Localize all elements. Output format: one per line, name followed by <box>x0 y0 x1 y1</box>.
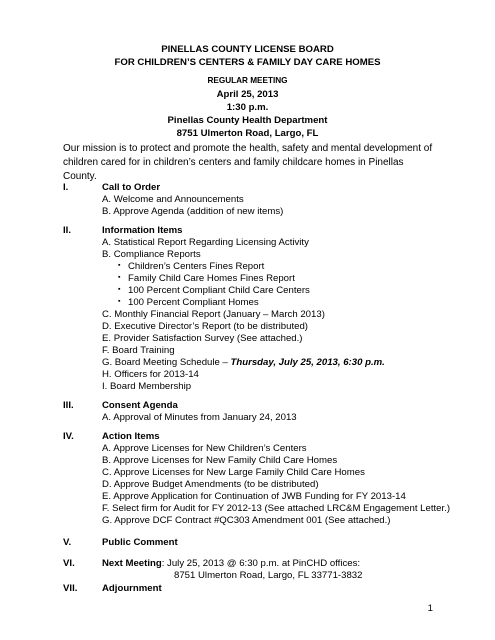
section-title-call-to-order: Call to Order <box>102 182 161 193</box>
section-number: VI. <box>63 558 75 569</box>
meeting-date: April 25, 2013 <box>216 89 279 100</box>
agenda-item: A. Approve Licenses for New Children’s Centers <box>102 443 307 454</box>
org-title: PINELLAS COUNTY LICENSE BOARD <box>161 44 334 55</box>
section-number: IV. <box>63 431 74 442</box>
meeting-type: REGULAR MEETING <box>207 76 288 85</box>
bullet-icon: ▪ <box>118 274 121 281</box>
agenda-item: C. Monthly Financial Report (January – March 2013) <box>102 309 325 320</box>
bullet-icon: ▪ <box>118 286 121 293</box>
sub-item: Children’s Centers Fines Report <box>128 261 265 272</box>
agenda-item: A. Approval of Minutes from January 24, 2013 <box>102 412 297 423</box>
section-number: III. <box>63 400 74 411</box>
section-number: II. <box>63 225 71 236</box>
section-title-information-items: Information Items <box>102 225 183 236</box>
page-number: 1 <box>427 603 433 614</box>
sub-item: Family Child Care Homes Fines Report <box>128 273 295 284</box>
agenda-item: H. Officers for 2013-14 <box>102 369 199 380</box>
section-title-public-comment: Public Comment <box>102 537 178 548</box>
mission-statement: Our mission is to protect and promote the health, safety and mental development of children cared for in children’s centers and family childcare homes in Pinellas County. <box>63 143 433 182</box>
agenda-item: B. Approve Agenda (addition of new items) <box>102 206 284 217</box>
next-meeting-details: : July 25, 2013 @ 6:30 p.m. at PinCHD offices: <box>161 558 361 569</box>
section-title-next-meeting: Next Meeting <box>102 558 162 569</box>
meeting-location: Pinellas County Health Department <box>167 115 328 126</box>
section-title-consent-agenda: Consent Agenda <box>102 400 178 411</box>
section-title-action-items: Action Items <box>102 431 160 442</box>
agenda-item: A. Welcome and Announcements <box>102 194 244 205</box>
agenda-item: B. Compliance Reports <box>102 249 201 260</box>
section-number: V. <box>63 537 72 548</box>
agenda-item: I. Board Membership <box>102 381 192 392</box>
agenda-item: A. Statistical Report Regarding Licensing Activity <box>102 237 309 248</box>
section-number: I. <box>63 182 69 193</box>
agenda-item <box>102 357 385 368</box>
next-meeting-line <box>102 558 360 569</box>
section-number: VII. <box>63 583 78 594</box>
agenda-item: E. Provider Satisfaction Survey (See attached.) <box>102 333 303 344</box>
section-title-adjournment: Adjournment <box>102 583 162 594</box>
sub-item: 100 Percent Compliant Homes <box>128 297 259 308</box>
agenda-item: E. Approve Application for Continuation of JWB Funding for FY 2013-14 <box>102 491 406 502</box>
next-meeting-address: 8751 Ulmerton Road, Largo, FL 33771-3832 <box>174 570 363 581</box>
sub-item: 100 Percent Compliant Child Care Centers <box>128 285 310 296</box>
org-subtitle: FOR CHILDREN’S CENTERS & FAMILY DAY CARE HOMES <box>114 57 381 68</box>
agenda-item: D. Executive Director’s Report (to be distributed) <box>102 321 308 332</box>
agenda-item: B. Approve Licenses for New Family Child Care Homes <box>102 455 338 466</box>
meeting-time: 1:30 p.m. <box>226 102 269 113</box>
agenda-item-prefix: G. Board Meeting Schedule – <box>102 357 231 368</box>
agenda-item: F. Board Training <box>102 345 175 356</box>
bullet-icon: ▪ <box>118 298 121 305</box>
agenda-item: G. Approve DCF Contract #QC303 Amendment 001 (See attached.) <box>102 515 391 526</box>
agenda-item: F. Select firm for Audit for FY 2012-13 (See attached LRC&M Engagement Letter.) <box>102 503 451 514</box>
next-meeting-emphasis: Thursday, July 25, 2013, 6:30 p.m. <box>230 357 385 368</box>
meeting-address: 8751 Ulmerton Road, Largo, FL <box>176 128 319 139</box>
bullet-icon: ▪ <box>118 262 121 269</box>
agenda-item: C. Approve Licenses for New Large Family Child Care Homes <box>102 467 365 478</box>
agenda-item: D. Approve Budget Amendments (to be distributed) <box>102 479 319 490</box>
